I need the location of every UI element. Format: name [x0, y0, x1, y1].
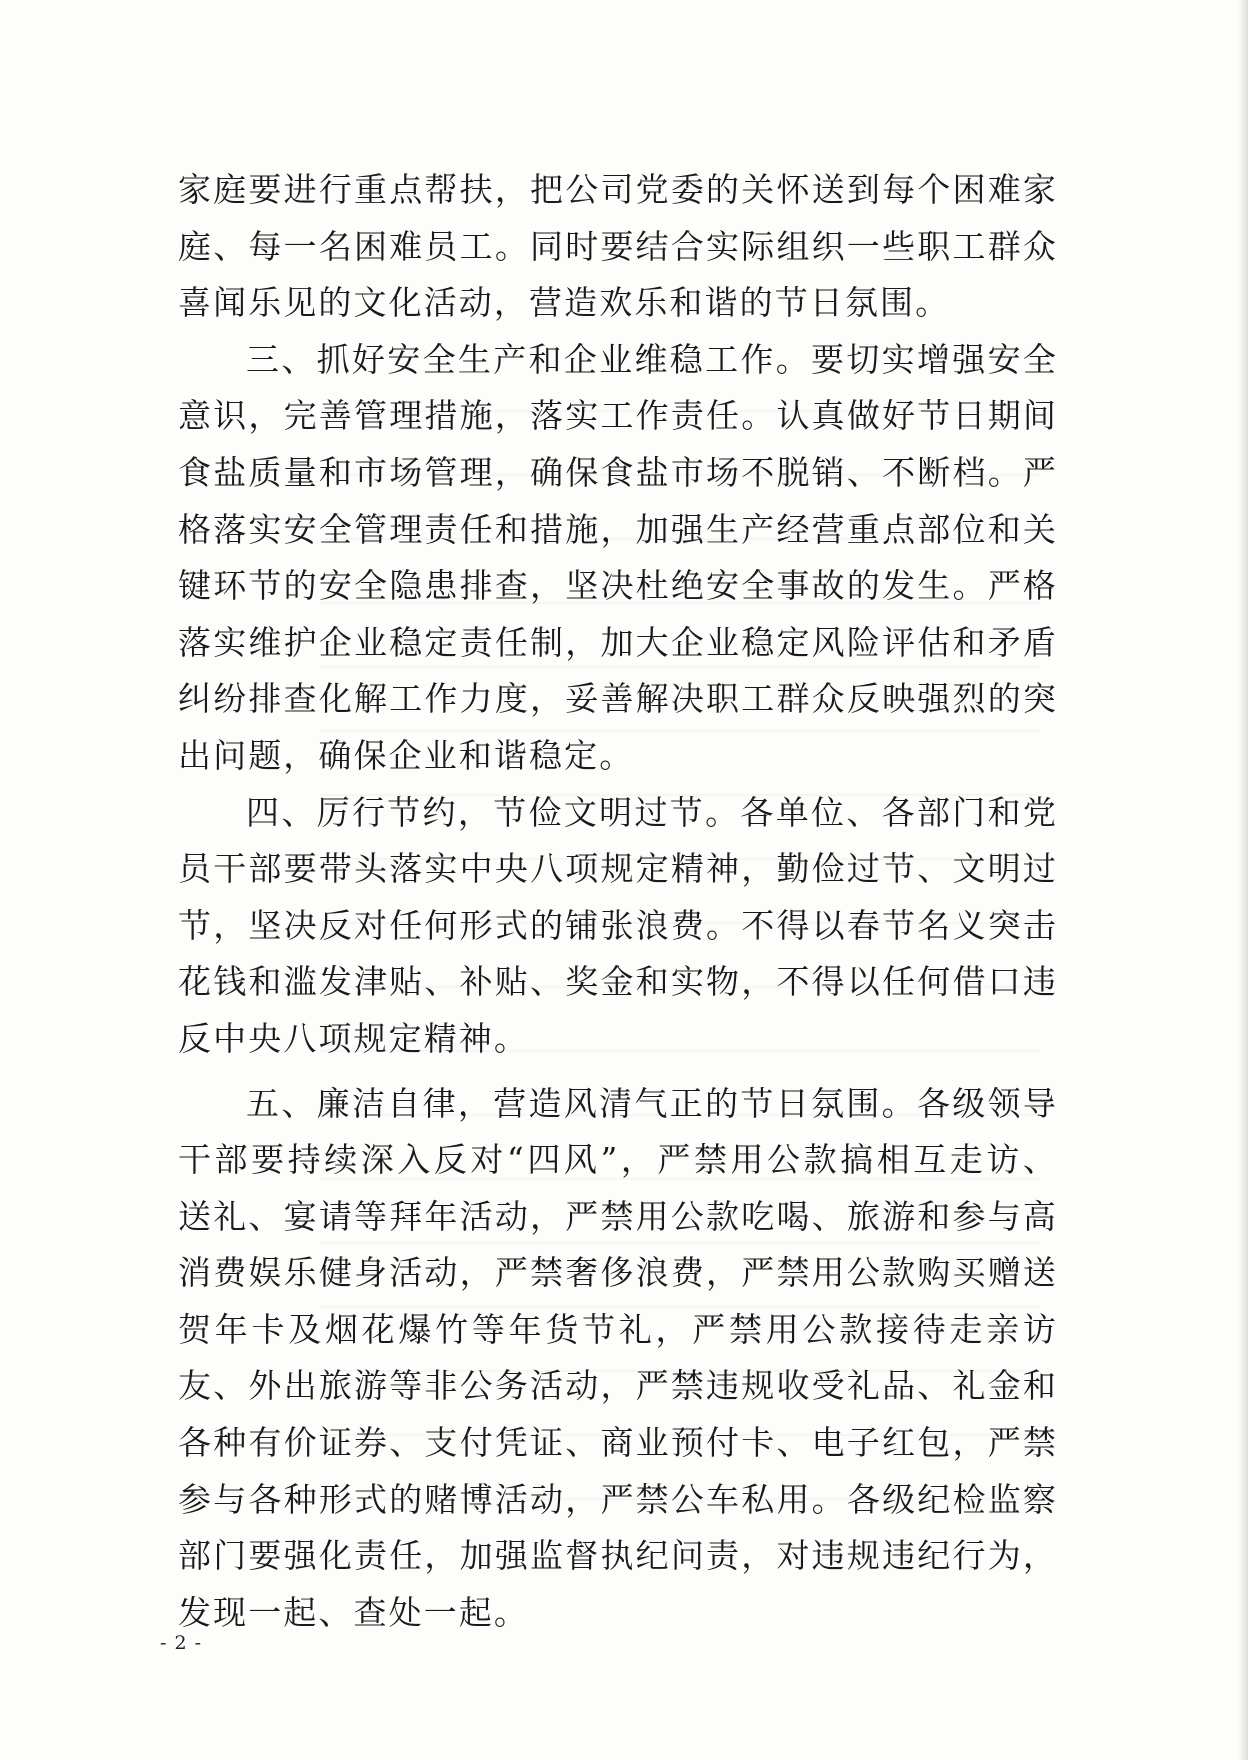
paragraph-continuation: 家庭要进行重点帮扶，把公司党委的关怀送到每个困难家庭、每一名困难员工。同时要结合实际组织一些职工群众喜闻乐见的文化活动，营造欢乐和谐的节日氛围。 — [178, 170, 1058, 323]
scan-edge-shadow — [1238, 0, 1248, 1760]
page-number: - 2 - — [160, 1632, 203, 1654]
paragraph-section-3: 三、抓好安全生产和企业维稳工作。要切实增强安全意识，完善管理措施，落实工作责任。认真做好节日期间食盐质量和市场管理，确保食盐市场不脱销、不断档。严格落实安全管理责任和措施，加强生产经营重点部位和关键环节的安全隐患排查，坚决杜绝安全事故的发生。严格落实维护企业稳定责任制，加大企业稳定风险评估和矛盾纠纷排查化解工作力度，妥善解决职工群众反映强烈的突出问题，确保企业和谐稳定。 — [178, 339, 1058, 775]
paragraph-section-5: 五、廉洁自律，营造风清气正的节日氛围。各级领导干部要持续深入反对“四风”，严禁用公款搞相互走访、送礼、宴请等拜年活动，严禁用公款吃喝、旅游和参与高消费娱乐健身活动，严禁奢侈浪费，严禁用公款购买赠送贺年卡及烟花爆竹等年货节礼，严禁用公款接待走亲访友、外出旅游等非公务活动，严禁违规收受礼品、礼金和各种有价证券、支付凭证、商业预付卡、电子红包，严禁参与各种形式的赌博活动，严禁公车私用。各级纪检监察部门要强化责任，加强监督执纪问责，对违规违纪行为，发现一起、查处一起。 — [178, 1083, 1058, 1632]
paragraph-section-4: 四、厉行节约，节俭文明过节。各单位、各部门和党员干部要带头落实中央八项规定精神，勤俭过节、文明过节，坚决反对任何形式的铺张浪费。不得以春节名义突击花钱和滥发津贴、补贴、奖金和实物，不得以任何借口违反中央八项规定精神。 — [178, 792, 1058, 1058]
body-text — [178, 162, 1058, 1641]
